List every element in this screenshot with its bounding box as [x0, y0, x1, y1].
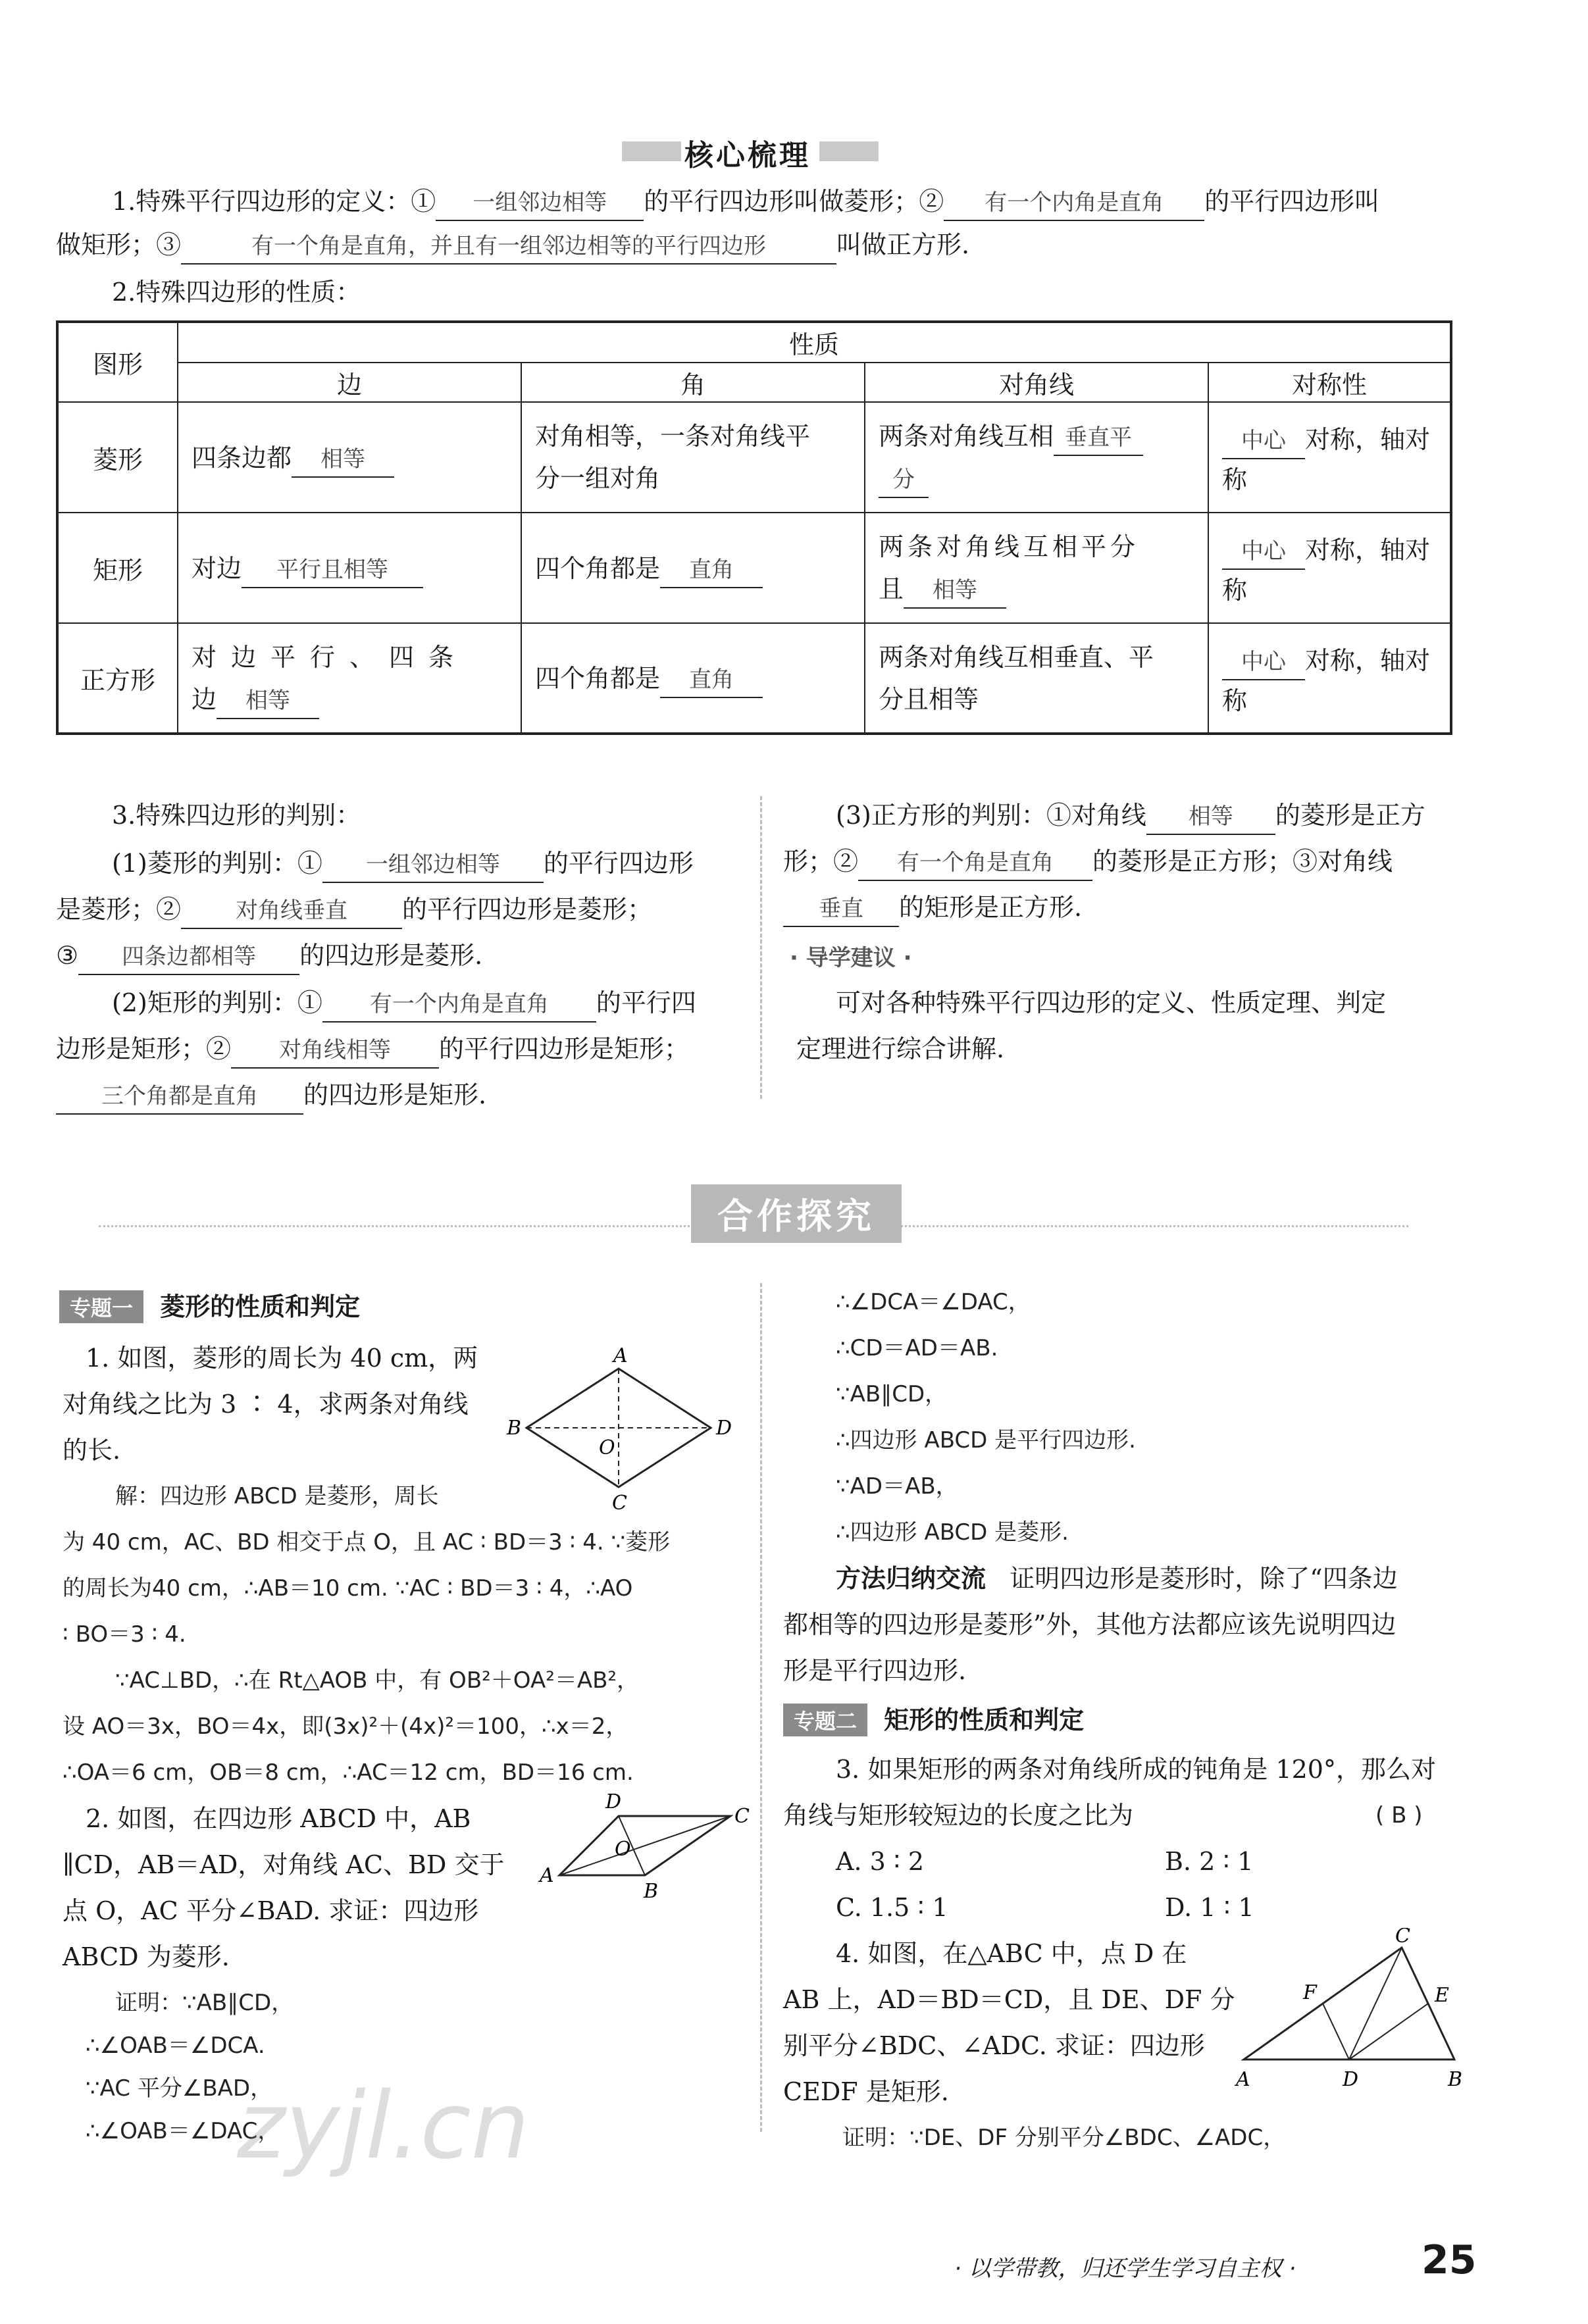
label-F: F [1303, 1981, 1317, 2004]
blank: 三个角都是直角 [56, 1079, 303, 1115]
q4-text-1: 4. 如图，在△ABC 中，点 D 在 [836, 1939, 1187, 1968]
topic-tag: 专题二 [783, 1704, 867, 1736]
q1-solution-3: 的周长为40 cm，∴AB＝10 cm. ∵AC ∶ BD＝3 ∶ 4，∴AO [63, 1575, 633, 1602]
blank: 相等 [292, 442, 394, 478]
label-C: C [734, 1805, 750, 1828]
row-shape: 菱形 [57, 402, 178, 513]
row-shape: 正方形 [57, 623, 178, 734]
cell-angle: 对角相等，一条对角线平 分一组对角 [521, 402, 865, 513]
guide-title: · 导学建议 · [790, 945, 912, 971]
q2-text-4: ABCD 为菱形. [63, 1942, 230, 1971]
guide-text-2: 定理进行综合讲解. [796, 1034, 1005, 1063]
label-D: D [1343, 2068, 1359, 2091]
cell-diagonal: 两条对角线互相 垂直平 分 [865, 402, 1208, 513]
title-decor-left [622, 141, 681, 161]
title-decor-right [819, 141, 879, 161]
q1-solution-6: 设 AO＝3x，BO＝4x，即(3x)²＋(4x)²＝100，∴x＝2， [63, 1713, 628, 1740]
cell-symmetry: 中心 对称，轴对称 [1208, 402, 1451, 513]
label-B: B [1448, 2068, 1463, 2091]
triangle-figure [1231, 1928, 1468, 2092]
blank: 对角线相等 [231, 1033, 439, 1069]
label-A: A [540, 1864, 554, 1887]
q1-solution-4: ∶ BO＝3 ∶ 4. [63, 1621, 186, 1648]
q2-proof-r5: ∵AD＝AB， [836, 1473, 958, 1500]
q2-proof-r4: ∴四边形 ABCD 是平行四边形. [836, 1427, 1136, 1453]
label-D: D [716, 1417, 732, 1440]
properties-table [56, 320, 1452, 735]
blank: 中心 [1222, 534, 1305, 570]
column-divider-top [760, 796, 762, 1099]
q2-proof-r1: ∴∠DCA＝∠DAC， [836, 1289, 1031, 1315]
q4-text-3: 别平分∠BDC、∠ADC. 求证：四边形 [783, 2031, 1205, 2060]
cell-side: 对边平行、四条 边 相等 [178, 623, 521, 734]
label-C: C [1395, 1928, 1410, 1948]
q3-answer: ( B ) [1375, 1802, 1423, 1829]
definition-line-1: 1.特殊平行四边形的定义：① 一组邻边相等 的平行四边形叫做菱形；② 有一个内角是直角 的平行四边形叫 [112, 179, 1379, 224]
q4-text-4: CEDF 是矩形. [783, 2077, 949, 2106]
cell-diagonal: 两条对角线互相垂直、平 分且相等 [865, 623, 1208, 734]
rhombus-criteria-1: (1)菱形的判别：① 一组邻边相等 的平行四边形 [112, 841, 694, 886]
q1-text-2: 对角线之比为 3 ∶ 4，求两条对角线 [63, 1390, 469, 1419]
label-A: A [613, 1344, 628, 1367]
q2-proof-4: ∴∠OAB＝∠DAC， [86, 2118, 280, 2144]
blank: 分 [879, 463, 929, 498]
topic-title: 矩形的性质和判定 [884, 1705, 1085, 1734]
blank: 相等 [1146, 799, 1275, 835]
blank: 垂直 [783, 892, 899, 927]
q1-text-1: 1. 如图，菱形的周长为 40 cm，两 [86, 1344, 478, 1373]
q1-solution-5: ∵AC⊥BD，∴在 Rt△AOB 中，有 OB²＋OA²＝AB²， [115, 1667, 640, 1694]
q1-solution-1: 解：四边形 ABCD 是菱形，周长 [115, 1483, 439, 1509]
cell-side: 对边 平行且相等 [178, 513, 521, 623]
method-summary-1: 方法归纳交流 证明四边形是菱形时，除了“四条边 [836, 1564, 1398, 1593]
criteria-heading: 3.特殊四边形的判别： [112, 801, 361, 830]
q1-solution-7: ∴OA＝6 cm，OB＝8 cm，∴AC＝12 cm，BD＝16 cm. [63, 1759, 634, 1786]
q2-text-2: ∥CD，AB＝AD，对角线 AC、BD 交于 [63, 1850, 505, 1879]
blank: 相等 [217, 684, 319, 719]
blank: 直角 [660, 553, 763, 588]
square-criteria-3: 垂直 的矩形是正方形. [783, 885, 1082, 930]
blank: 一组邻边相等 [322, 847, 544, 883]
topic-tag: 专题一 [59, 1290, 143, 1323]
page-number: 25 [1422, 2237, 1477, 2283]
q4-proof-1: 证明：∵DE、DF 分别平分∠BDC、∠ADC， [842, 2125, 1286, 2151]
method-summary-3: 形是平行四边形. [783, 1656, 967, 1685]
rect-criteria-1: (2)矩形的判别：① 有一个内角是直角 的平行四 [112, 980, 696, 1025]
q2-proof-2: ∴∠OAB＝∠DCA. [86, 2033, 265, 2059]
q2-proof-3: ∵AC 平分∠BAD， [86, 2075, 273, 2102]
rect-criteria-2: 边形是矩形；② 对角线相等 的平行四边形是矩形； [56, 1026, 689, 1071]
rhombus-criteria-2: 是菱形；② 对角线垂直 的平行四边形是菱形； [56, 887, 652, 932]
row-shape: 矩形 [57, 513, 178, 623]
q1-text-3: 的长. [63, 1436, 121, 1465]
label-C: C [612, 1492, 627, 1513]
label-A: A [1236, 2068, 1250, 2091]
cell-symmetry: 中心 对称，轴对称 [1208, 513, 1451, 623]
footer-slogan: · 以学带教，归还学生学习自主权 · [954, 2256, 1296, 2282]
q2-text-3: 点 O，AC 平分∠BAD. 求证：四边形 [63, 1896, 479, 1925]
section-title-coop: 合作探究 [691, 1184, 902, 1243]
table-corner: 图形 [57, 322, 178, 402]
blank: 相等 [904, 573, 1006, 609]
label-D: D [605, 1790, 622, 1813]
watermark: zyjl.cn [237, 2073, 530, 2180]
label-O: O [615, 1838, 631, 1861]
q3-option-d: D. 1 ∶ 1 [1165, 1893, 1254, 1922]
label-B: B [644, 1880, 659, 1902]
guide-text-1: 可对各种特殊平行四边形的定义、性质定理、判定 [836, 988, 1387, 1017]
blank: 有一个内角是直角 [944, 186, 1204, 221]
q3-option-a: A. 3 ∶ 2 [836, 1847, 925, 1876]
cell-angle: 四个角都是 直角 [521, 513, 865, 623]
cell-symmetry: 中心 对称，轴对称 [1208, 623, 1451, 734]
col-header-symmetry: 对称性 [1208, 363, 1451, 402]
method-label: 方法归纳交流 [836, 1564, 986, 1593]
col-header-side: 边 [178, 363, 521, 402]
q2-proof-r2: ∴CD＝AD＝AB. [836, 1335, 998, 1361]
q2-proof-1: 证明：∵AB∥CD， [115, 1990, 294, 2016]
blank: 平行且相等 [242, 553, 423, 588]
table-row [57, 402, 1451, 513]
blank: 中心 [1222, 424, 1305, 459]
blank: 垂直平 [1054, 420, 1143, 456]
quadrilateral-figure [526, 1790, 750, 1902]
blank: 四条边都相等 [78, 940, 299, 975]
blank: 中心 [1222, 645, 1305, 680]
q4-text-2: AB 上，AD＝BD＝CD，且 DE、DF 分 [783, 1985, 1235, 2014]
col-header-angle: 角 [521, 363, 865, 402]
table-row [57, 623, 1451, 734]
method-summary-2: 都相等的四边形是菱形”外，其他方法都应该先说明四边 [783, 1610, 1396, 1639]
table-group-header: 性质 [178, 322, 1451, 363]
col-header-diagonal: 对角线 [865, 363, 1208, 402]
label-B: B [507, 1417, 522, 1440]
q3-text-2: 角线与矩形较短边的长度之比为 [783, 1801, 1134, 1830]
blank: 有一个内角是直角 [322, 987, 596, 1023]
topic1-heading [59, 1286, 360, 1323]
blank: 一组邻边相等 [436, 186, 644, 221]
rect-criteria-3: 三个角都是直角 的四边形是矩形. [56, 1073, 486, 1117]
label-E: E [1435, 1984, 1449, 2007]
topic2-heading [783, 1700, 1084, 1736]
definition-line-2: 做矩形；③ 有一个角是直角，并且有一组邻边相等的平行四边形 叫做正方形. [56, 222, 969, 267]
q3-text-1: 3. 如果矩形的两条对角线所成的钝角是 120°，那么对 [836, 1755, 1436, 1784]
property-heading: 2.特殊四边形的性质： [112, 278, 361, 307]
rhombus-criteria-3: ③ 四条边都相等 的四边形是菱形. [56, 933, 482, 978]
q2-proof-r6: ∴四边形 ABCD 是菱形. [836, 1519, 1069, 1546]
square-criteria-2: 形；② 有一个角是直角 的菱形是正方形；③对角线 [783, 839, 1393, 884]
cell-diagonal: 两条对角线互相平分 且 相等 [865, 513, 1208, 623]
q3-option-c: C. 1.5 ∶ 1 [836, 1893, 948, 1922]
square-criteria-1: (3)正方形的判别：①对角线 相等 的菱形是正方 [836, 793, 1425, 838]
table-row [57, 513, 1451, 623]
q3-option-b: B. 2 ∶ 1 [1165, 1847, 1254, 1876]
cell-side: 四条边都 相等 [178, 402, 521, 513]
label-O: O [599, 1436, 615, 1459]
blank: 对角线垂直 [181, 894, 402, 929]
section-title-core: 核心梳理 [684, 139, 811, 172]
q1-solution-2: 为 40 cm，AC、BD 相交于点 O，且 AC ∶ BD＝3 ∶ 4. ∵菱形 [63, 1529, 671, 1555]
topic-title: 菱形的性质和判定 [160, 1292, 361, 1321]
column-divider-bottom [760, 1283, 762, 2132]
q2-text-1: 2. 如图，在四边形 ABCD 中，AB [86, 1804, 471, 1833]
blank: 有一个角是直角，并且有一组邻边相等的平行四边形 [181, 229, 836, 265]
blank: 有一个角是直角 [858, 846, 1092, 881]
rhombus-figure [500, 1342, 737, 1513]
blank: 直角 [660, 663, 763, 698]
cell-angle: 四个角都是 直角 [521, 623, 865, 734]
q2-proof-r3: ∵AB∥CD， [836, 1381, 948, 1407]
